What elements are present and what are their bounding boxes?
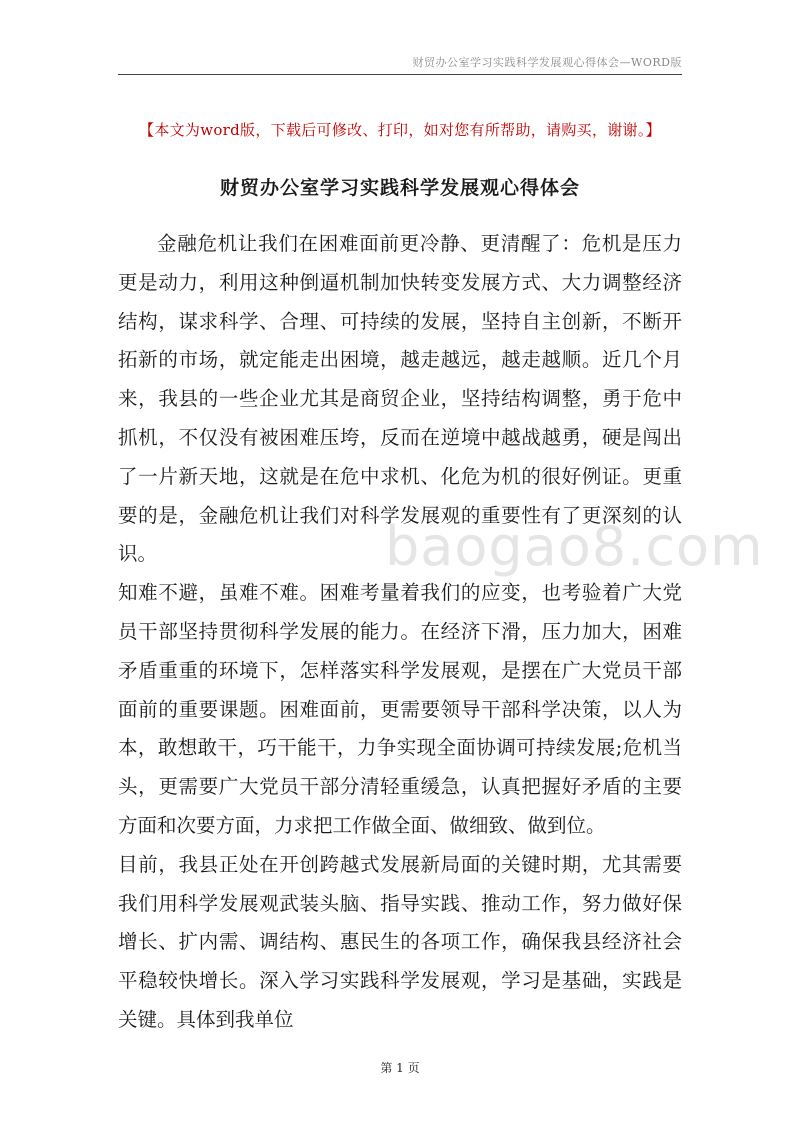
document-body bbox=[118, 225, 682, 1040]
running-header: 财贸办公室学习实践科学发展观心得体会—WORD版 bbox=[412, 56, 682, 69]
watermark: baogao8.com bbox=[385, 515, 764, 578]
paragraph-1: 金融危机让我们在困难面前更冷静、更清醒了：危机是压力更是动力，利用这种倒逼机制加快转变发展方式、大力调整经济结构，谋求科学、合理、可持续的发展，坚持自主创新，不断开拓新的市场，就定能走出困境，越走越远，越走越顺。近几个月来，我县的一些企业尤其是商贸企业，坚持结构调整，勇于危中抓机，不仅没有被困难压垮，反而在逆境中越战越勇，硬是闯出了一片新天地，这就是在危中求机、化危为机的很好例证。更重要的是，金融危机让我们对科学发展观的重要性有了更深刻的认识。 bbox=[118, 232, 682, 566]
page-number: 第 1 页 bbox=[380, 1061, 420, 1075]
document-title: 财贸办公室学习实践科学发展观心得体会 bbox=[219, 177, 580, 199]
paragraph-3: 目前，我县正处在开创跨越式发展新局面的关键时期，尤其需要我们用科学发展观武装头脑、指导实践、推动工作，努力做好保增长、扩内需、调结构、惠民生的各项工作，确保我县经济社会平稳较快增长。深入学习实践科学发展观，学习是基础，实践是关键。具体到我单位 bbox=[118, 852, 682, 1031]
download-notice: 【本文为word版，下载后可修改、打印，如对您有所帮助，请购买，谢谢。】 bbox=[139, 121, 661, 139]
paragraph-2: 知难不避，虽难不难。困难考量着我们的应变，也考验着广大党员干部坚持贯彻科学发展的能力。在经济下滑，压力加大，困难矛盾重重的环境下，怎样落实科学发展观，是摆在广大党员干部面前的重要课题。困难面前，更需要领导干部科学决策，以人为本，敢想敢干，巧干能干，力争实现全面协调可持续发展;危机当头，更需要广大党员干部分清轻重缓急，认真把握好矛盾的主要方面和次要方面，力求把工作做全面、做细致、做到位。 bbox=[118, 581, 682, 837]
header-divider bbox=[118, 74, 682, 75]
